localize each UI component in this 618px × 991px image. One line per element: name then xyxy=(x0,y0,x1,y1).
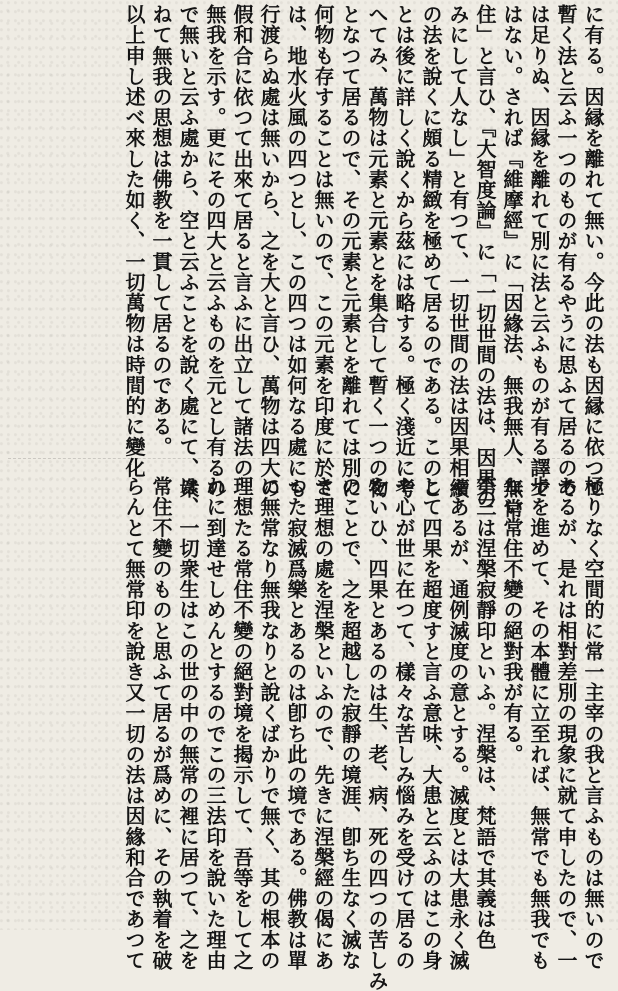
text-column: や心が世に在つて、樣々な苦しみ惱みを受けて居るの xyxy=(392,476,416,971)
text-column: は、地水火風の四つとし、この四つは如何なる處にも xyxy=(284,4,308,499)
text-column: をいひ、四果とあるのは生、老、病、死の四つの苦しみ xyxy=(365,476,389,991)
text-column: 行渡らぬ處は無いから、之を大と言ひ、萬物は四大の xyxy=(257,4,281,499)
text-column: は、一切衆生はこの世の中の無常の裡に居つて、之を xyxy=(176,476,200,971)
text-column: 無我を示す。更にその四大と云ふものを元とし有るの xyxy=(203,4,227,499)
text-column: 々あるが、通例滅度の意とする。滅度とは大患永く滅 xyxy=(446,476,470,971)
text-column: 理想たる常住不變の絕對境を揭示して、吾等をして之 xyxy=(230,476,254,971)
text-column: みにして人なし」と有つて、一切世間の法は因果相續 xyxy=(446,4,470,499)
text-column: となつて居るので、その元素と元素とを離れては別に xyxy=(338,4,362,499)
upper-text-block xyxy=(120,4,606,519)
text-column: 假和合に依つて出來て居ると言ふに出立して諸法の xyxy=(230,4,254,478)
text-column: ない常住不變の絕對我が有る。 xyxy=(500,476,524,765)
text-column: はない。されば『維摩經』に「因緣法、無我無人、無常 xyxy=(500,4,524,519)
section-divider xyxy=(8,458,610,459)
text-column: 常住不變のものと思ふて居るが爲めに、その執着を破 xyxy=(149,476,173,971)
text-column: して四果を超度すと言ふ意味、大患と云ふのはこの身 xyxy=(419,476,443,971)
text-column: つた寂滅爲樂とあるのは卽ち此の境である。佛教は單 xyxy=(284,476,308,971)
text-column: とは後に詳しく說くから茲には略する。極く淺近に考 xyxy=(392,4,416,499)
text-column: へてみ、萬物は元素と元素とを集合して暫く一つの物 xyxy=(365,4,389,499)
text-column: き理想の處を涅槃といふので、先きに涅槃經の偈にあ xyxy=(311,476,335,971)
text-column: は足りぬ、因縁を離れて別に法と云ふものが有る譯で xyxy=(527,4,551,499)
text-column: 第三は涅槃寂靜印といふ。涅槃は、梵語で其義は色 xyxy=(473,476,497,950)
text-column: の法を說くに頗る精緻を極めて居るのである。このこ xyxy=(419,4,443,499)
text-column: 步を進めて、その本體に立至れば、無常でも無我でも xyxy=(527,476,551,971)
text-column: 暫く法と云ふ一つのものが有るやうに思ふて居るので xyxy=(554,4,578,499)
text-column: 何物も存することは無いので、この元素を印度に於て xyxy=(311,4,335,499)
text-column: に有る。因縁を離れて無い。今此の法も因縁に依つて xyxy=(581,4,605,499)
text-column: で無いと云ふ處から、空と云ふことを說く處にて、衆 xyxy=(176,4,200,499)
text-column: あるが、是れは相對差別の現象に就て申したので、一 xyxy=(554,476,578,971)
text-column: ねて無我の思想は佛教を一貫して居るのである。 xyxy=(149,4,173,458)
text-column: れに到達せしめんとするのでこの三法印を說いた理由 xyxy=(203,476,227,971)
lower-text-block xyxy=(120,476,606,991)
text-column: に無常なり無我なりと說くばかりで無く、其の根本の xyxy=(257,476,281,971)
text-column: のことで、之を超越した寂靜の境涯、卽ち生なく滅な xyxy=(338,476,362,971)
text-column: 極りなく空間的に常一主宰の我と言ふものは無いので xyxy=(581,476,605,971)
text-column: らんとて無常印を說き又一切の法は因緣和合であつて xyxy=(122,476,146,971)
text-column: 住」と言ひ、『大智度論』に「一切世間の法は、因果の xyxy=(473,4,497,509)
text-column: 以上申し述べ來した如く、一切萬物は時間的に變化 xyxy=(122,4,146,478)
